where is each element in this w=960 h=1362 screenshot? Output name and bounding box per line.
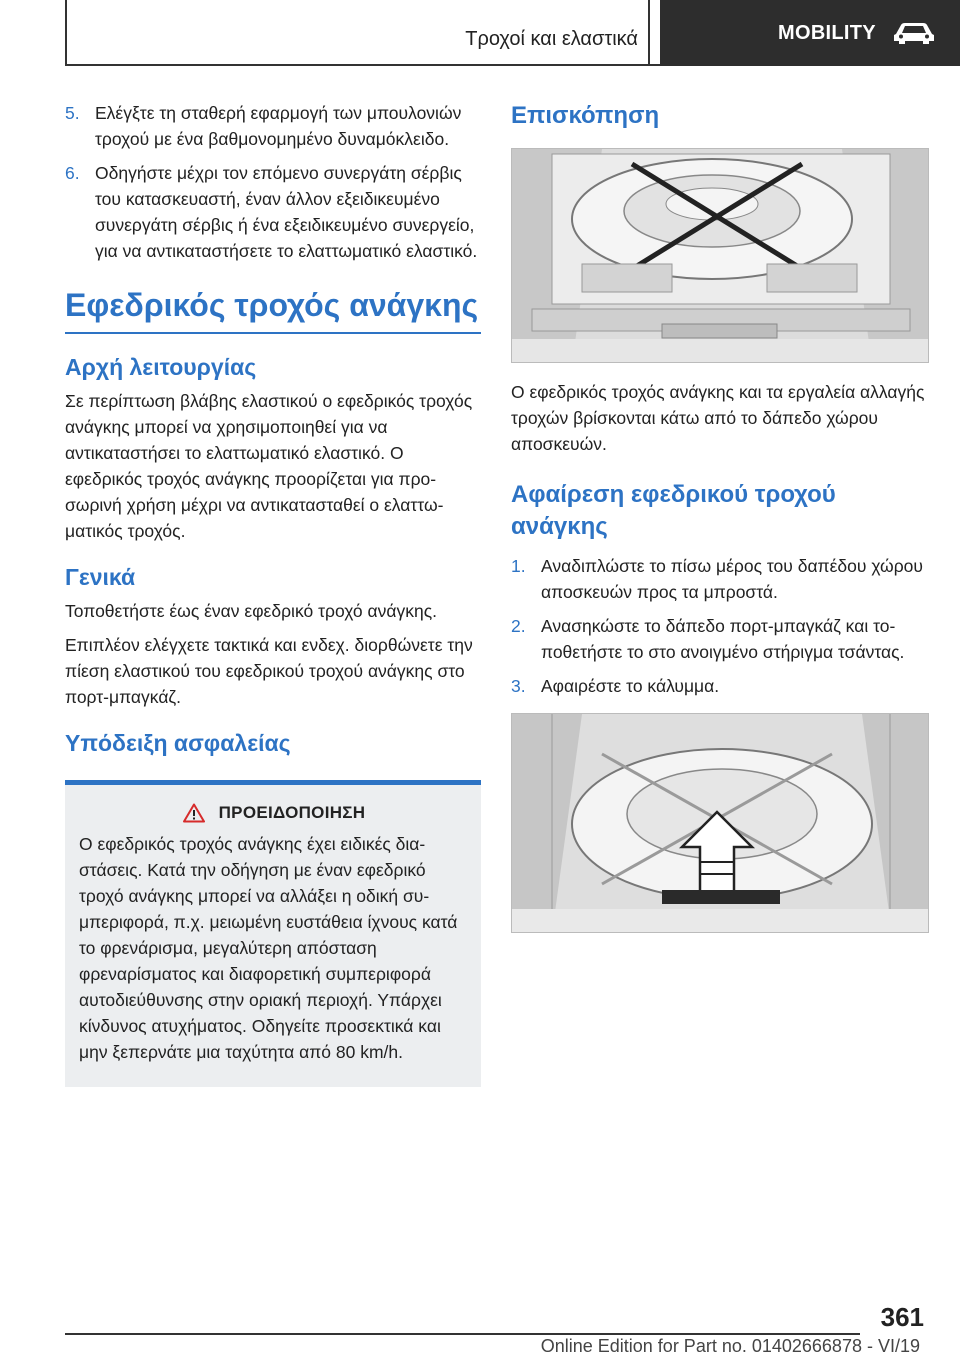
remove-cover-image xyxy=(511,713,929,933)
page-number: 361 xyxy=(880,1302,924,1332)
mobility-tab-label: MOBILITY xyxy=(778,21,876,44)
warning-text: Ο εφεδρικός τροχός ανάγκης έχει ειδικές διαστάσεις. Κατά την οδήγηση με έναν εφεδρικό τροχό ανάγκης μπορεί να αλλάξει η οδική συμπεριφορά, π.χ. μειωμένη ευστάθεια ίχνους κατά το φρενάρισμα, μεγαλύτερη απόσταση φρεναρίσματος και διαφορετική συμπεριφορά αυτοδιεύθυνσης στην οριακή περιοχή. Υπάρχει κίνδυνος ατυχήματος. Οδηγείτε προσεκτικά και μην ξεπερνάτε μια ταχύτητα από 80 km/h. xyxy=(79,834,458,1062)
right-column xyxy=(511,100,929,933)
remove-step-2 xyxy=(511,613,929,665)
heading-safety: Υπόδειξη ασφαλείας xyxy=(65,730,291,756)
step-number: 6. xyxy=(65,163,80,183)
step-6 xyxy=(65,160,481,264)
heading-overview: Επισκόπηση xyxy=(511,102,660,129)
step-number: 1. xyxy=(511,556,526,576)
warning-header xyxy=(79,803,469,823)
mobility-tab[interactable] xyxy=(660,0,960,66)
remove-step-3 xyxy=(511,673,929,699)
step-text: Αφαιρέστε το κάλυμμα. xyxy=(541,676,720,696)
heading-principle: Αρχή λειτουργίας xyxy=(65,354,257,380)
heading-general: Γενικά xyxy=(65,564,136,590)
spare-wheel-overview-image xyxy=(511,148,929,363)
footer-rule xyxy=(65,1333,860,1335)
section-title: Τροχοί και ελαστικά xyxy=(465,28,638,50)
remove-step-1 xyxy=(511,553,929,605)
step-number: 5. xyxy=(65,103,80,123)
car-icon xyxy=(892,20,936,46)
warning-title: ΠΡΟΕΙΔΟΠΟΙΗΣΗ xyxy=(218,803,366,822)
step-number: 3. xyxy=(511,676,526,696)
general-paragraph-2: Επιπλέον ελέγχετε τακτικά και ενδεχ. διορθώνετε την πίεση ελαστικού του εφεδρικού τροχού ανάγκης στο πορτ-μπαγκάζ. xyxy=(65,635,473,707)
step-text: Οδηγήστε μέχρι τον επόμενο συνεργάτη σέρβις του κατασκευαστή, έναν άλλον εξειδικευμένο συνεργάτη σέρβις ή ένα εξειδικευμένο συνεργείο, για να αντικαταστήσετε το ελαττωματικό ελαστικό. xyxy=(95,163,478,261)
step-text: Ανασηκώστε το δάπεδο πορτ-μπαγκάζ και τοποθετήστε το στο ανοιγμένο στήριγμα τσάντας. xyxy=(541,616,905,662)
warning-box xyxy=(65,780,481,1087)
step-text: Ελέγξτε τη σταθερή εφαρμογή των μπουλονιών τροχού με ένα βαθμονομημένο δυναμόκλειδο. xyxy=(95,103,462,149)
step-number: 2. xyxy=(511,616,526,636)
overview-caption: Ο εφεδρικός τροχός ανάγκης και τα εργαλεία αλλαγής τροχών βρίσκονται κάτω από το δάπεδο χώρου αποσκευών. xyxy=(511,382,925,454)
step-5 xyxy=(65,100,481,152)
header-divider xyxy=(648,0,650,65)
section-heading-spare-wheel: Εφεδρικός τροχός ανάγκης xyxy=(65,286,481,334)
step-text: Αναδιπλώστε το πίσω μέρος του δαπέδου χώρου αποσκευών προς τα μπροστά. xyxy=(541,556,923,602)
general-paragraph-1: Τοποθετήστε έως έναν εφεδρικό τροχό ανάγκης. xyxy=(65,601,438,621)
footer-edition: Online Edition for Part no. 01402666878 - VI/19 xyxy=(540,1336,920,1356)
principle-paragraph: Σε περίπτωση βλάβης ελαστικού ο εφεδρικός τροχός ανάγκης μπορεί να χρησιμοποιηθεί για να αντικαταστήσει το ελαττωματικό ελαστικό. Ο εφεδρικός τροχός ανάγκης προορίζεται για προσωρινή χρήση μέχρι να αντικατασταθεί ο ελαττωματικός τροχός. xyxy=(65,391,473,541)
left-column xyxy=(65,100,481,1087)
warning-triangle-icon xyxy=(183,803,205,823)
header-left-rule xyxy=(65,0,67,65)
heading-remove-spare: Αφαίρεση εφεδρικού τροχού ανάγκης xyxy=(511,481,836,540)
